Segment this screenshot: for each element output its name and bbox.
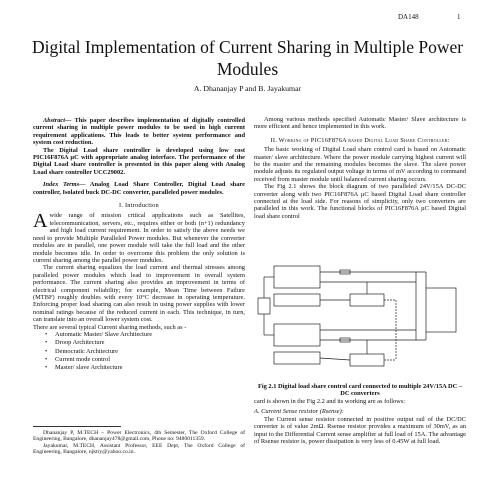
section-heading-working: II. Working of PIC16F876A based Digital Load Share Controller:: [270, 136, 450, 144]
index-terms-text: Analog Load Share Controller, Digital Load share controller, Isolated buck DC-DC converter, paralleled power modules.: [33, 181, 245, 196]
footnote-author-2: Jayakumar, M.TECH, Assistant Professor, EEE Dept, The Oxford College of Engineering, Bangalore, njktry@yahoo.co.in.: [33, 442, 245, 456]
load-share-card: [350, 294, 384, 306]
right-paragraph-3: card is shown in the Fig 2.2 and its working are as follows:: [254, 398, 406, 405]
right-column-upper: [254, 116, 466, 220]
drop-cap: A: [33, 210, 48, 233]
header-code: DA148: [398, 13, 419, 21]
figure-caption: Fig 2.1 Digital load share control card connected to multiple 24V/15A DC – DC converters: [257, 383, 463, 398]
section-heading-introduction: I. Introduction: [119, 202, 159, 210]
subsection-heading-rsense: A. Current Sense resistor (Rsense):: [254, 408, 344, 416]
intro-paragraph-2: The current sharing equalizes the load current and thermal stresses among paralleled power modules which lead to improvement in overall system performance. The current sharing also provides an improvement in terms of electrical component reliability; for example, Mean Time between Failure (MTBF) roughly doubles with every 10°C decrease in operating temperature. Enforcing proper load sharing can also result in using power supplies with lower nominal ratings because of the reduced current in each. This technique, in turn, can translate into an overall lower system cost.: [33, 264, 245, 324]
converter-block: [274, 324, 320, 346]
footnote: [33, 430, 245, 456]
controller-block: [274, 294, 320, 306]
abstract-text-2: The Digital Load share controller is developed using low cost PIC16F876A µC with appropriate analog interface. The performance of the Digital Load share controller is presented in this paper along with Analog Load share controller UCC29002.: [33, 146, 245, 176]
page-number: 1: [457, 13, 461, 21]
list-item: • Automatic Master/ Slave Architecture: [55, 331, 245, 339]
load-share-card: [350, 354, 384, 366]
abstract-text: This paper describes implementation of digitally controlled current sharing in multiple power modules to be used in high current requirement applications. This leads to better system performance and system cost reduction.: [33, 117, 245, 147]
converter-block: [274, 266, 320, 288]
intro-paragraph-1-text: wide range of mission critical applications such as Satellites, telecommunication, servers, etc., requires either or both (n+1) redundancy and high load current requirement. In order to satisfy the above needs we need to provide Multiple Paralleled Power modules. But whenever the converter modules are in parallel, one power module will take the full load and the other module becomes idle. In order to overcome this problem the only solution is current sharing among the parallel power modules.: [33, 212, 245, 264]
abstract-label: Abstract—: [43, 117, 72, 124]
index-terms-label: Index Terms—: [43, 181, 86, 189]
paper-title: Digital Implementation of Current Sharing in Multiple Power Modules: [31, 37, 464, 79]
list-item: • Current mode control: [55, 356, 245, 364]
abstract: [33, 117, 245, 147]
index-terms: [33, 181, 245, 196]
list-item: • Democratic Architecture: [55, 348, 245, 356]
intro-paragraph-1: [33, 212, 245, 264]
list-item: • Droop Architecture: [55, 339, 245, 347]
authors: A. Dhananjay P and B. Jayakumar: [193, 84, 302, 93]
block-diagram-figure: [256, 258, 466, 378]
footnote-rule: [33, 426, 121, 427]
intro-paragraph-3: There are several typical Current sharing methods, such as -: [33, 323, 187, 331]
footnote-author-1: Dhananjay P, M.TECH – Power Electronics, 4th Semester, The Oxford College of Engineering, Bangalore, dhananjay478@gmail.com, Phone no: 9480011359.: [33, 430, 245, 443]
methods-list: [33, 331, 245, 372]
right-paragraph-2: The Fig 2.1 shows the block diagram of two paralleled 24V/15A DC-DC converter along with two PIC16F876A µC based Digital Load share controller connected at the load side. For reasons of simplicity, only two converters are paralleled in this work. The functional blocks of PIC16F876A µC based Digital load share control: [254, 183, 466, 220]
left-column: [33, 117, 245, 372]
control-line: [320, 358, 350, 360]
list-item: • Master/ slave Architecture: [55, 364, 245, 372]
right-paragraph-4: The Current sense resistor connected in positive output rail of the DC/DC converter is of value 2mΩ. Rsense resistor provides a maximum of 30mV, as an input to the Differential Current sense amplifier at full load of 15A. The advantage of Rsense resistor is, power dissipation is very less of 0.45W at full load.: [254, 415, 466, 446]
load-block: [426, 288, 456, 332]
controller-block: [274, 352, 320, 364]
right-paragraph-1: The basic working of Digital Load share control card is based on Automatic master/ slave architecture. Where the power module carrying highest current will be the master and the remaining modules becomes the slave. The slave power module adjusts its regulated output voltage in terms of mV according to command received from master module until balanced current sharing occurs.: [254, 146, 466, 183]
right-column-lower: [254, 398, 466, 445]
source-block: [258, 298, 270, 314]
right-paragraph-0: Among various methods specified Automatic Master/ Slave architecture is more efficient and hence implemented in this work.: [254, 116, 466, 131]
